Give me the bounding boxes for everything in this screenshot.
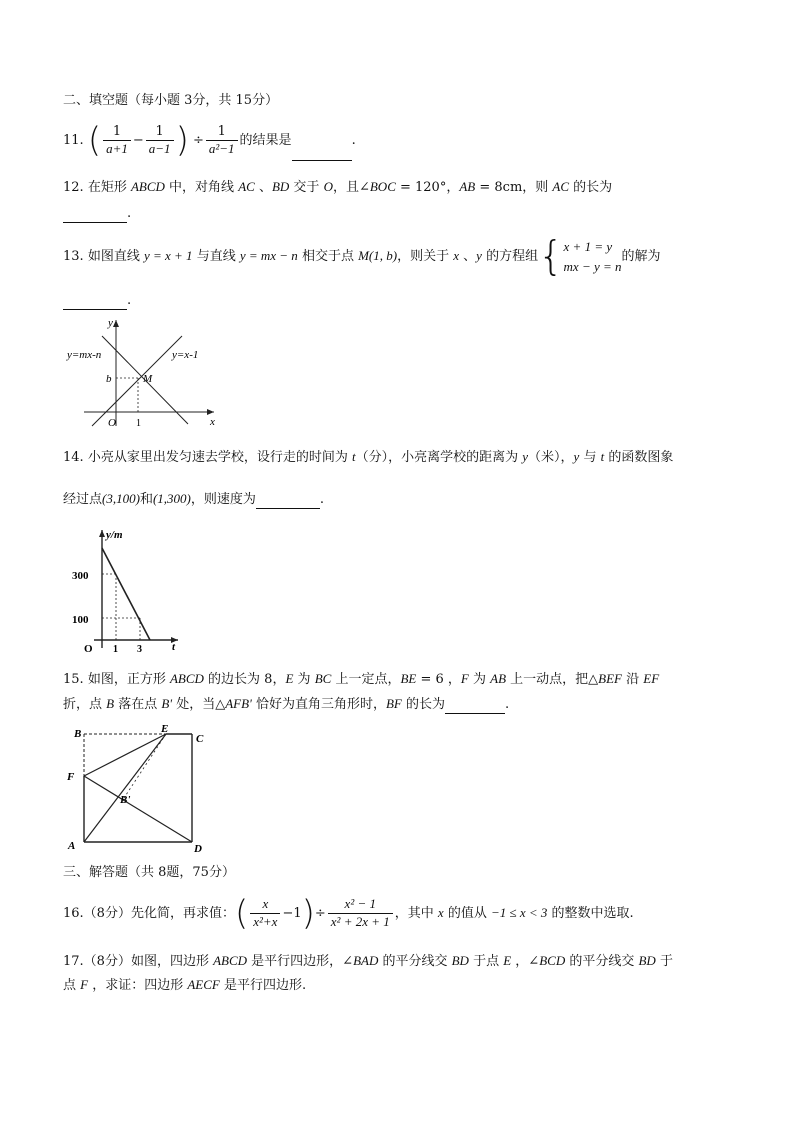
text: 的平分线交 — [565, 954, 639, 969]
var: AB — [459, 179, 476, 194]
var: AB — [490, 671, 507, 686]
question-11 — [63, 121, 356, 161]
text: 在矩形 — [87, 180, 131, 195]
segment-AE — [84, 734, 166, 842]
var: AC — [552, 179, 570, 194]
question-text: 16.（8分）先化简，再求值： — [63, 906, 235, 921]
text: 恰好为直角三角形时， — [251, 697, 386, 712]
text: 为 — [293, 672, 315, 687]
question-14 — [63, 448, 673, 467]
label-b: b — [106, 373, 112, 385]
question-15-line-2 — [63, 695, 509, 714]
question-13 — [63, 234, 661, 279]
question-13-answer-line — [63, 292, 131, 310]
label-M: M — [143, 373, 153, 385]
label-100: 100 — [72, 614, 89, 626]
text: 的边长为 8， — [203, 672, 286, 687]
equation: mx − y = n — [563, 258, 622, 274]
minus-one: −1 — [282, 906, 302, 921]
section-title-solutions: 三、解答题（共 8题，75分） — [63, 865, 235, 880]
label-O: O — [108, 417, 116, 429]
var: BD — [271, 179, 290, 194]
period: . — [351, 133, 356, 148]
text: （分），小亮离学校的距离为 — [355, 450, 523, 465]
question-17 — [63, 952, 673, 971]
var: E — [503, 953, 512, 968]
answer-blank[interactable] — [292, 160, 352, 161]
text: 小亮从家里出发匀速去学校，设行走的时间为 — [87, 450, 352, 465]
period: . — [505, 697, 510, 712]
var: BE — [400, 671, 417, 686]
question-number: 14. — [63, 450, 84, 465]
text: 于 — [655, 954, 673, 969]
fraction-2 — [328, 896, 393, 931]
fraction-2 — [146, 124, 174, 158]
label-x: x — [210, 416, 215, 428]
text: 上一定点， — [331, 672, 401, 687]
question-number: 13. — [63, 249, 84, 264]
question-17-line-2 — [63, 976, 306, 995]
distance-line — [102, 548, 150, 640]
answer-blank[interactable] — [256, 494, 320, 509]
text: 的长为 — [569, 180, 613, 195]
text: 的值从 — [443, 906, 491, 921]
text: 处，当△ — [172, 697, 226, 712]
text: 是平行四边形，∠ — [247, 954, 354, 969]
var: AECF — [187, 977, 220, 992]
text: ，则关于 — [397, 249, 454, 264]
label-y-x-1: y=x-1 — [172, 349, 199, 361]
period: . — [319, 492, 325, 507]
question-number: 12. — [63, 180, 84, 195]
text: ，∠ — [511, 954, 540, 969]
var: ABCD — [169, 671, 204, 686]
label-C: C — [196, 733, 204, 745]
question-16 — [63, 893, 634, 934]
text: 折，点 — [63, 697, 107, 712]
minus-sign: − — [132, 133, 144, 148]
var: x — [453, 248, 460, 263]
text: = 6 ， — [416, 672, 461, 687]
text: 落在点 — [114, 697, 162, 712]
question-text: 17.（8分）如图，四边形 — [63, 954, 214, 969]
question-12 — [63, 178, 612, 197]
label-y: y — [108, 317, 113, 329]
text: ，则速度为 — [190, 492, 256, 507]
question-15 — [63, 670, 659, 689]
figure-14-graph — [66, 524, 186, 654]
y-axis-arrow-icon — [113, 320, 119, 327]
point: (1, b) — [368, 248, 398, 263]
var: M — [358, 248, 369, 263]
label-t: t — [172, 641, 176, 653]
denominator: a²−1 — [208, 140, 235, 156]
question-14-line-2 — [63, 490, 324, 509]
equation: y = x + 1 — [143, 248, 193, 263]
text: = 8cm，则 — [475, 180, 553, 195]
question-12-answer-line — [63, 205, 131, 223]
text: 沿 — [621, 672, 644, 687]
segment-FE — [84, 734, 166, 776]
var: F — [80, 977, 89, 992]
answer-blank[interactable] — [63, 295, 127, 310]
numerator: x² − 1 — [328, 896, 393, 914]
text: 、 — [459, 249, 477, 264]
var: y — [573, 449, 580, 464]
period: . — [127, 206, 132, 221]
brace: { — [538, 233, 564, 280]
label-y-mx-n: y=mx-n — [67, 349, 102, 361]
period: . — [127, 293, 132, 308]
question-number: 15. — [63, 672, 84, 687]
var: t — [600, 449, 605, 464]
var: BAD — [353, 953, 379, 968]
text: 与 — [579, 450, 601, 465]
var: BD — [451, 953, 469, 968]
fraction-3 — [206, 124, 238, 158]
label-E: E — [161, 723, 169, 735]
var: EF — [643, 671, 660, 686]
equation: x + 1 = y — [563, 238, 613, 254]
text: 交于 — [289, 180, 324, 195]
denominator: a+1 — [106, 140, 128, 156]
label-t-3: 3 — [137, 644, 142, 654]
label-y-m: y/m — [106, 529, 123, 541]
answer-blank[interactable] — [445, 699, 505, 714]
text: 相交于点 — [297, 249, 359, 264]
text: 上一动点，把△ — [506, 672, 599, 687]
var: ABCD — [130, 179, 165, 194]
divide-sign: ÷ — [192, 133, 204, 148]
var: E — [285, 671, 294, 686]
var: y — [476, 248, 482, 263]
label-F: F — [67, 771, 75, 783]
text: ，且∠ — [332, 180, 370, 195]
text: 的长为 — [401, 697, 446, 712]
var: BF — [385, 696, 402, 711]
label-A: A — [68, 840, 76, 852]
var: ABCD — [213, 953, 248, 968]
var: BC — [314, 671, 332, 686]
denominator: x²+x — [253, 914, 278, 929]
equation: y = mx − n — [239, 248, 298, 263]
right-paren: ) — [301, 893, 315, 934]
left-paren: ( — [234, 893, 249, 934]
left-paren: ( — [87, 120, 102, 161]
label-B: B — [74, 728, 82, 740]
denominator: a−1 — [148, 140, 171, 156]
figure-15-square — [62, 722, 212, 854]
y-axis-arrow-icon — [99, 530, 105, 537]
label-1: 1 — [136, 418, 141, 429]
label-300: 300 — [72, 570, 89, 582]
var: B — [106, 696, 115, 711]
text: 、 — [254, 180, 272, 195]
var: x — [437, 905, 444, 920]
text: 于点 — [468, 954, 504, 969]
figure-13-graph — [64, 314, 224, 430]
text: 如图直线 — [87, 249, 144, 264]
var: BCD — [539, 953, 566, 968]
range: −1 ≤ x < 3 — [490, 905, 548, 920]
numerator: 1 — [206, 124, 238, 141]
fraction-1 — [103, 124, 131, 158]
dashed-EB-prime — [124, 734, 166, 798]
text: 为 — [468, 672, 491, 687]
fraction-1 — [250, 896, 280, 931]
text: 是平行四边形. — [219, 978, 307, 993]
numerator: x — [250, 896, 280, 914]
segment-FD — [84, 776, 192, 842]
text: 点 — [63, 978, 81, 993]
var: O — [323, 179, 333, 194]
numerator: 1 — [103, 124, 131, 141]
label-D: D — [194, 843, 202, 854]
label-B-prime: B' — [120, 794, 131, 806]
x-axis-arrow-icon — [207, 409, 214, 415]
var: AC — [238, 179, 255, 194]
var: F — [460, 671, 469, 686]
question-text: 的结果是 — [239, 133, 292, 148]
text: 经过点 — [63, 492, 103, 507]
right-paren: ) — [175, 120, 189, 161]
text: 的平分线交 — [378, 954, 452, 969]
text: = 120°， — [395, 180, 460, 195]
question-number: 11. — [63, 133, 84, 148]
var: y — [522, 449, 529, 464]
text: 与直线 — [192, 249, 240, 264]
text: 的解为 — [621, 249, 661, 264]
section-title-fill-in: 二、填空题（每小题 3分，共 15分） — [63, 93, 279, 108]
text: 和 — [139, 492, 153, 507]
point: (1,300) — [152, 491, 191, 506]
label-t-1: 1 — [113, 644, 118, 654]
var: t — [351, 449, 356, 464]
divide-sign: ÷ — [314, 906, 326, 921]
text: 的方程组 — [481, 249, 539, 264]
text: ，其中 — [394, 906, 438, 921]
var: B' — [161, 696, 173, 711]
var: BEF — [598, 671, 622, 686]
point: (3,100) — [102, 491, 140, 506]
text: 的函数图象 — [604, 450, 674, 465]
var: BOC — [369, 179, 396, 194]
label-O: O — [84, 643, 93, 654]
text: 如图，正方形 — [87, 672, 170, 687]
text: 中，对角线 — [164, 180, 239, 195]
equation-system — [564, 237, 622, 277]
var: AFB' — [225, 696, 252, 711]
text: 的整数中选取. — [547, 906, 634, 921]
text: （米）， — [528, 450, 574, 465]
text: ，求证：四边形 — [88, 978, 188, 993]
var: BD — [638, 953, 656, 968]
denominator: x² + 2x + 1 — [330, 914, 390, 929]
numerator: 1 — [146, 124, 174, 141]
answer-blank[interactable] — [63, 208, 127, 223]
